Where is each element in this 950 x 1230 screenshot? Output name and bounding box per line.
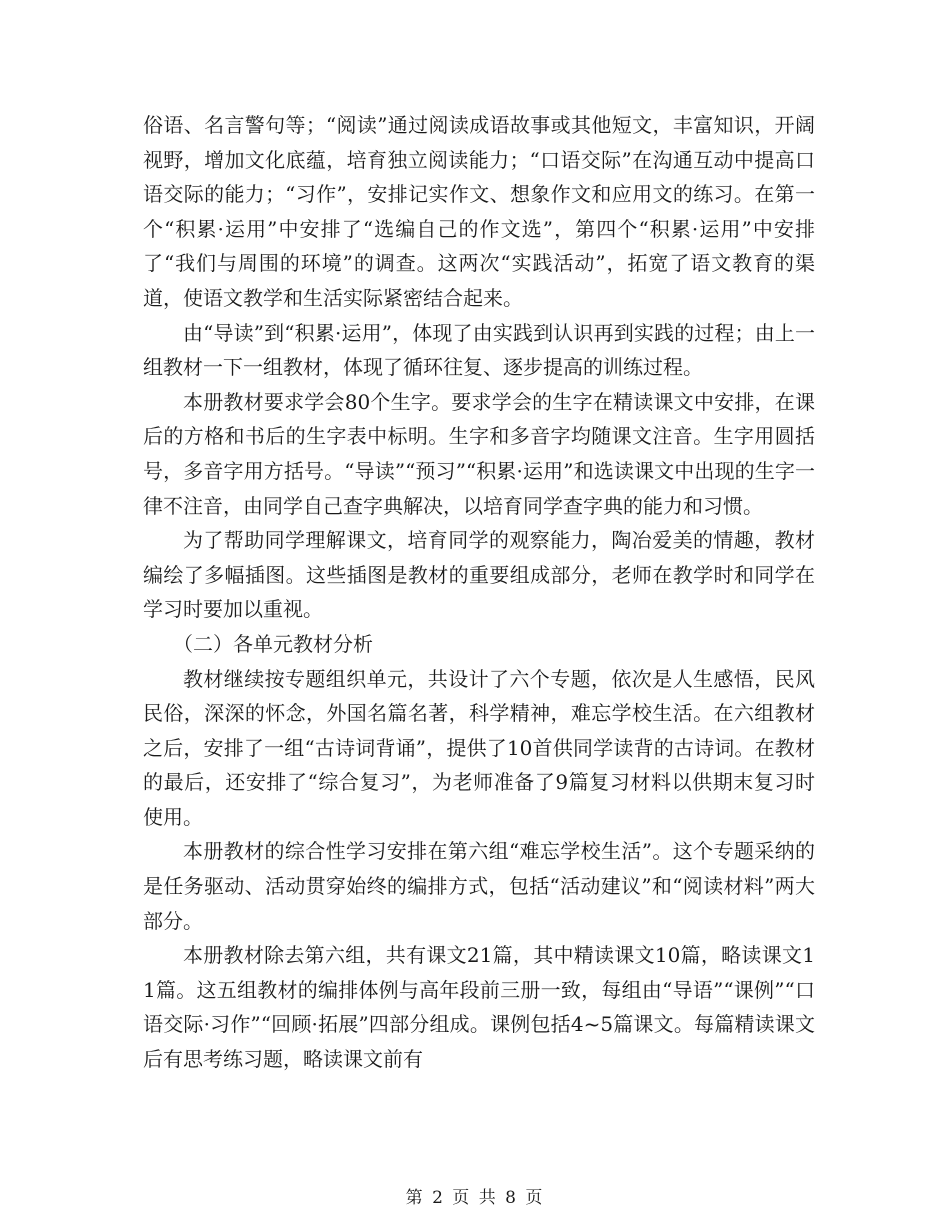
paragraph-6: 本册教材的综合性学习安排在第六组“难忘学校生活”。这个专题采纳的是任务驱动、活动贯穿始终的编排方式，包括“活动建议”和“阅读材料”两大部分。 bbox=[143, 839, 815, 933]
page-number-footer: 第 2 页 共 8 页 bbox=[405, 1188, 545, 1208]
paragraph-5: 教材继续按专题组织单元，共设计了六个专题，依次是人生感悟，民风民俗，深深的怀念，外国名篇名著，科学精神，难忘学校生活。在六组教材之后，安排了一组“古诗词背诵”，提供了10首供同学读背的古诗词。在教材的最后，还安排了“综合复习”，为老师准备了9篇复习材料以供期末复习时使用。 bbox=[143, 666, 815, 829]
paragraph-1: 俗语、名言警句等；“阅读”通过阅读成语故事或其他短文，丰富知识，开阔视野，增加文化底蕴，培育独立阅读能力；“口语交际”在沟通互动中提高口语交际的能力；“习作”，安排记实作文、想象作文和应用文的练习。在第一个“积累·运用”中安排了“选编自己的作文选”，第四个“积累·运用”中安排了“我们与周围的环境”的调查。这两次“实践活动”，拓宽了语文教育的渠道，使语文教学和生活实际紧密结合起来。 bbox=[143, 113, 815, 310]
section-heading: （二）各单元教材分析 bbox=[173, 631, 373, 656]
paragraph-3: 本册教材要求学会80个生字。要求学会的生字在精读课文中安排，在课后的方格和书后的生字表中标明。生字和多音字均随课文注音。生字用圆括号，多音字用方括号。“导读”“预习”“积累·运用”和选读课文中出现的生字一律不注音，由同学自己查字典解决，以培育同学查字典的能力和习惯。 bbox=[143, 389, 815, 518]
paragraph-7: 本册教材除去第六组，共有课文21篇，其中精读课文10篇，略读课文11篇。这五组教材的编排体例与高年段前三册一致，每组由“导语”“课例”“口语交际·习作”“回顾·拓展”四部分组成。课例包括4~5篇课文。每篇精读课文后有思考练习题，略读课文前有 bbox=[143, 943, 815, 1072]
document-body bbox=[143, 108, 815, 1077]
paragraph-2: 由“导读”到“积累·运用”，体现了由实践到认识再到实践的过程；由上一组教材一下一组教材，体现了循环往复、逐步提高的训练过程。 bbox=[143, 320, 815, 380]
paragraph-4: 为了帮助同学理解课文，培育同学的观察能力，陶冶爱美的情趣，教材编绘了多幅插图。这些插图是教材的重要组成部分，老师在教学时和同学在学习时要加以重视。 bbox=[143, 528, 815, 622]
